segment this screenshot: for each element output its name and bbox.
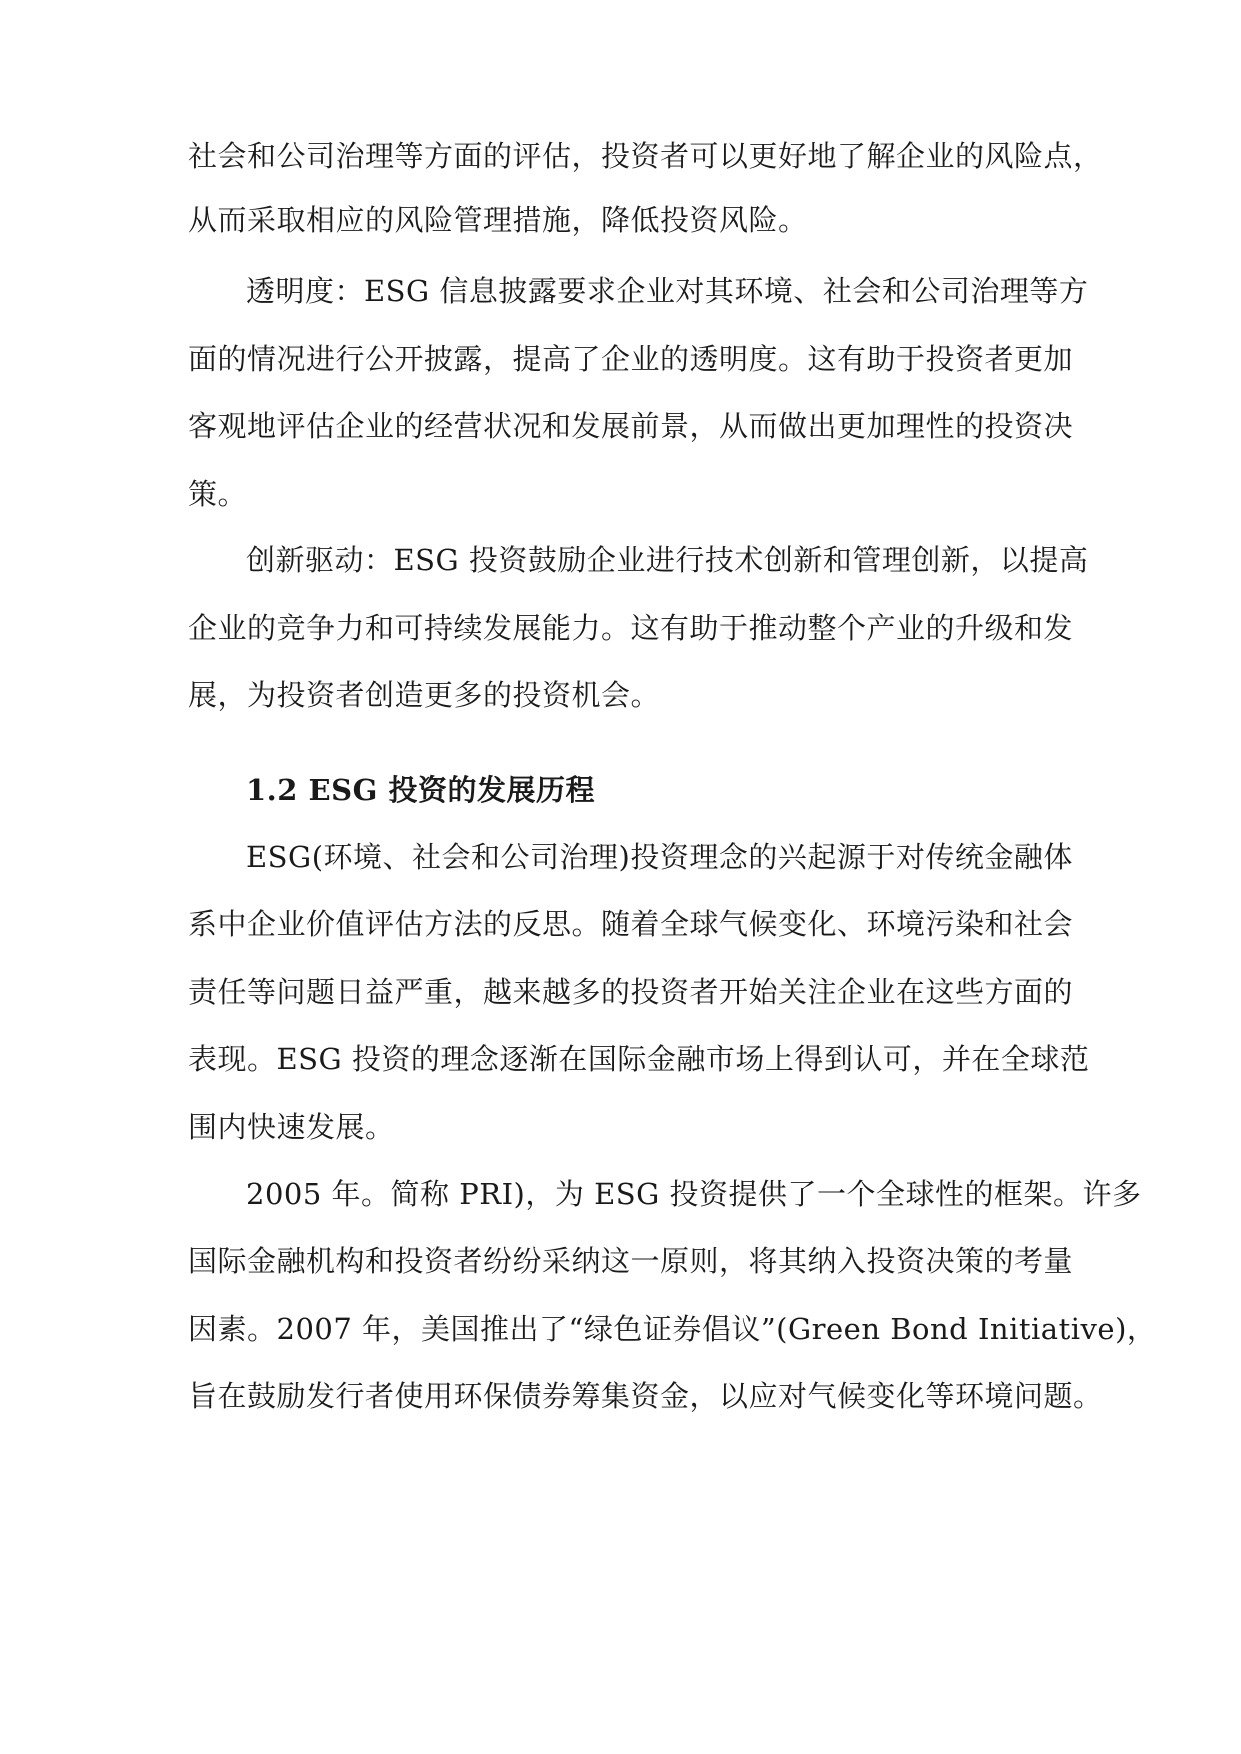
paragraph-line: 围内快速发展。 [188,1110,395,1144]
paragraph-line: 透明度：ESG 信息披露要求企业对其环境、社会和公司治理等方 [246,274,1089,308]
paragraph-line: 策。 [188,477,248,511]
paragraph-line: 社会和公司治理等方面的评估，投资者可以更好地了解企业的风险点， [188,139,1103,173]
paragraph-line: 2005 年。简称 PRI)，为 ESG 投资提供了一个全球性的框架。许多 [246,1177,1142,1211]
paragraph-line: 系中企业价值评估方法的反思。随着全球气候变化、环境污染和社会 [188,907,1074,941]
paragraph-line: ESG(环境、社会和公司治理)投资理念的兴起源于对传统金融体 [246,840,1073,874]
paragraph-line: 面的情况进行公开披露，提高了企业的透明度。这有助于投资者更加 [188,342,1074,376]
paragraph-line: 从而采取相应的风险管理措施，降低投资风险。 [188,203,808,237]
paragraph-line: 企业的竞争力和可持续发展能力。这有助于推动整个产业的升级和发 [188,611,1074,645]
paragraph-line: 国际金融机构和投资者纷纷采纳这一原则，将其纳入投资决策的考量 [188,1244,1074,1278]
paragraph-line: 表现。ESG 投资的理念逐渐在国际金融市场上得到认可，并在全球范 [188,1042,1090,1076]
section-heading: 1.2 ESG 投资的发展历程 [246,773,595,807]
paragraph-line: 旨在鼓励发行者使用环保债券筹集资金，以应对气候变化等环境问题。 [188,1379,1103,1413]
paragraph-line: 客观地评估企业的经营状况和发展前景，从而做出更加理性的投资决 [188,409,1074,443]
paragraph-line: 因素。2007 年，美国推出了“绿色证券倡议”(Green Bond Initiative)， [188,1312,1157,1346]
paragraph-line: 展，为投资者创造更多的投资机会。 [188,678,661,712]
paragraph-line: 创新驱动：ESG 投资鼓励企业进行技术创新和管理创新，以提高 [246,543,1089,577]
paragraph-line: 责任等问题日益严重，越来越多的投资者开始关注企业在这些方面的 [188,975,1074,1009]
